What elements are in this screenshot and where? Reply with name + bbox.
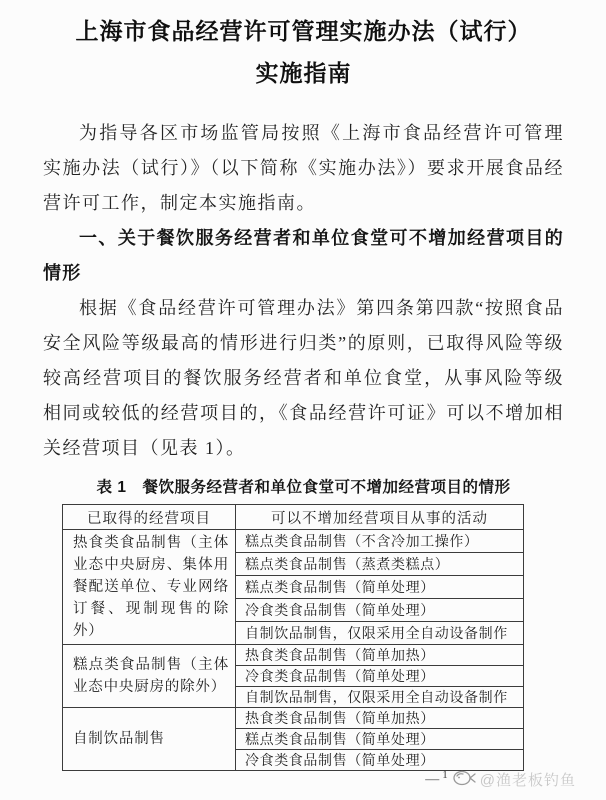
document-title [43,10,564,94]
obtained-project-cell: 热食类食品制售（主体业态中央厨房、集体用餐配送单位、专业网络订餐、现制现售的除外） [63,530,236,645]
document-title-line2: 实施指南 [255,60,352,86]
section-heading: 一、关于餐饮服务经营者和单位食堂可不增加经营项目的情形 [43,228,564,283]
table-caption: 表 1 餐饮服务经营者和单位食堂可不增加经营项目的情形 [96,479,511,496]
activity-cell: 自制饮品制售，仅限采用全自动设备制作 [236,622,524,645]
activity-cell: 糕点类食品制售（不含冷加工操作） [236,530,524,553]
activity-cell: 自制饮品制售，仅限采用全自动设备制作 [236,687,524,708]
table-row [63,645,524,666]
obtained-project-cell: 糕点类食品制售（主体业态中央厨房的除外） [63,645,236,708]
activity-cell: 糕点类食品制售（简单处理） [236,576,524,599]
fish-watermark-icon [451,767,477,792]
intro-paragraph: 为指导各区市场监管局按照《上海市食品经营许可管理实施办法（试行）》（以下简称《实施办法》）要求开展食品经营许可工作，制定本实施指南。 [43,123,564,213]
table-body [63,530,524,771]
page-number: 1 [442,768,448,781]
table-header-activities: 可以不增加经营项目从事的活动 [236,505,524,530]
table-header-obtained: 已取得的经营项目 [63,505,236,530]
activity-cell: 热食类食品制售（简单加热） [236,708,524,729]
obtained-project-cell: 自制饮品制售 [63,708,236,771]
page-number-dash: — [425,771,440,787]
activity-cell: 冷食类食品制售（简单处理） [236,750,524,771]
activity-cell: 冷食类食品制售（简单处理） [236,666,524,687]
table-row [63,708,524,729]
table-header-row [63,505,524,530]
activity-cell: 冷食类食品制售（简单处理） [236,599,524,622]
activity-cell: 热食类食品制售（简单加热） [236,645,524,666]
page-footer [425,767,576,792]
document-title-line1: 上海市食品经营许可管理实施办法（试行） [75,18,532,44]
watermark-handle: @渔老板钓鱼 [479,772,576,789]
body-paragraph: 根据《食品经营许可管理办法》第四条第四款“按照食品安全风险等级最高的情形进行归类”的原则，已取得风险等级较高经营项目的餐饮服务经营者和单位食堂，从事风险等级相同或较低的经营项目的，《食品经营许可证》可以不增加相关经营项目（见表 1）。 [43,298,564,458]
table-row [63,530,524,553]
activity-cell: 糕点类食品制售（简单处理） [236,729,524,750]
projects-table [62,504,524,771]
activity-cell: 糕点类食品制售（蒸煮类糕点） [236,553,524,576]
